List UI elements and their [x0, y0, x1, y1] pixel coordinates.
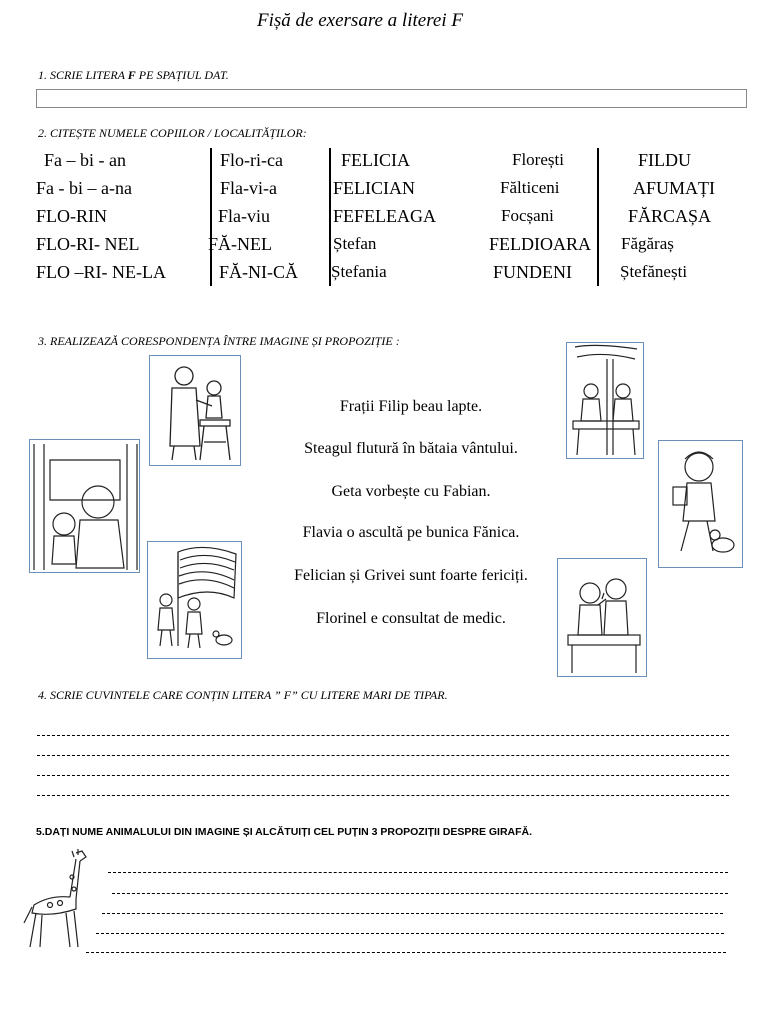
place-cell: FELDIOARA: [489, 234, 591, 254]
name-cell: FELICIAN: [333, 178, 415, 198]
place-cell: Făgăraș: [621, 234, 674, 253]
name-cell: FĂ-NI-CĂ: [219, 262, 298, 282]
page-title: Fișă de exersare a literei F: [257, 10, 463, 31]
children-drinking-icon[interactable]: [557, 558, 647, 677]
sentence: Geta vorbește cu Fabian.: [331, 483, 491, 500]
sentence: Felician și Grivei sunt foarte fericiți.: [294, 567, 528, 584]
place-cell: FĂRCAȘA: [628, 206, 712, 226]
flag-children-icon[interactable]: [147, 541, 242, 659]
name-cell: Ștefan: [333, 234, 377, 253]
ex1-letter: F: [127, 68, 136, 82]
name-cell: Fla-viu: [218, 206, 270, 226]
names-table: [36, 146, 736, 286]
table-divider: [597, 148, 599, 286]
place-cell: Ștefănești: [620, 262, 688, 281]
place-cell: Florești: [512, 150, 564, 169]
name-cell: Ștefania: [331, 262, 387, 281]
name-cell: FLO-RI- NEL: [36, 234, 140, 254]
place-cell: Fălticeni: [500, 178, 560, 197]
writing-line[interactable]: [112, 893, 728, 894]
name-cell: FLO-RIN: [36, 206, 107, 226]
ex2-instruction: 2. CITEȘTE NUMELE COPIILOR / LOCALITĂȚILOR:: [38, 126, 307, 140]
place-cell: Focșani: [501, 206, 554, 225]
giraffe-icon[interactable]: [20, 847, 90, 952]
writing-line[interactable]: [108, 872, 728, 873]
name-cell: FĂ-NEL: [208, 234, 272, 254]
name-cell: FEFELEAGA: [333, 206, 436, 226]
sentence: Steagul flutură în bătaia vântului.: [304, 440, 518, 457]
ex5-instruction: 5.DAȚI NUME ANIMALULUI DIN IMAGINE ȘI ALCĂTUIȚI CEL PUȚIN 3 PROPOZIȚII DESPRE GIRAFĂ.: [36, 826, 533, 838]
name-cell: FELICIA: [341, 150, 410, 170]
writing-line[interactable]: [96, 933, 724, 934]
sentence: Florinel e consultat de medic.: [316, 610, 506, 627]
name-cell: Fla-vi-a: [220, 178, 277, 198]
sentence: Frații Filip beau lapte.: [339, 398, 483, 415]
writing-line[interactable]: [37, 775, 729, 776]
boy-dog-icon[interactable]: [658, 440, 743, 568]
ex3-instruction: 3. REALIZEAZĂ CORESPONDENȚA ÎNTRE IMAGINE ȘI PROPOZIȚIE :: [38, 334, 400, 348]
place-cell: FUNDENI: [493, 262, 572, 282]
writing-line[interactable]: [86, 952, 726, 953]
table-divider: [210, 148, 212, 286]
place-cell: FILDU: [638, 150, 691, 170]
children-bench-icon[interactable]: [566, 342, 644, 459]
grandmother-girl-icon[interactable]: [29, 439, 140, 573]
place-cell: AFUMAȚI: [633, 178, 716, 198]
writing-line[interactable]: [37, 795, 729, 796]
name-cell: Flo-ri-ca: [220, 150, 283, 170]
writing-line[interactable]: [37, 755, 729, 756]
writing-line[interactable]: [102, 913, 723, 914]
ex1-prefix: 1. SCRIE LITERA: [38, 68, 128, 82]
ex1-instruction: [38, 68, 229, 83]
writing-line[interactable]: [37, 735, 729, 736]
doctor-child-icon[interactable]: [149, 355, 241, 466]
ex1-suffix: PE SPAȚIUL DAT.: [135, 68, 229, 82]
name-cell: FLO –RI- NE-LA: [36, 262, 166, 282]
name-cell: Fa – bi - an: [44, 150, 126, 170]
ex4-instruction: 4. SCRIE CUVINTELE CARE CONȚIN LITERA ” F” CU LITERE MARI DE TIPAR.: [38, 688, 448, 702]
sentence: Flavia o ascultă pe bunica Fănica.: [302, 524, 520, 541]
ex1-answer-box[interactable]: [36, 89, 747, 108]
name-cell: Fa - bi – a-na: [36, 178, 132, 198]
